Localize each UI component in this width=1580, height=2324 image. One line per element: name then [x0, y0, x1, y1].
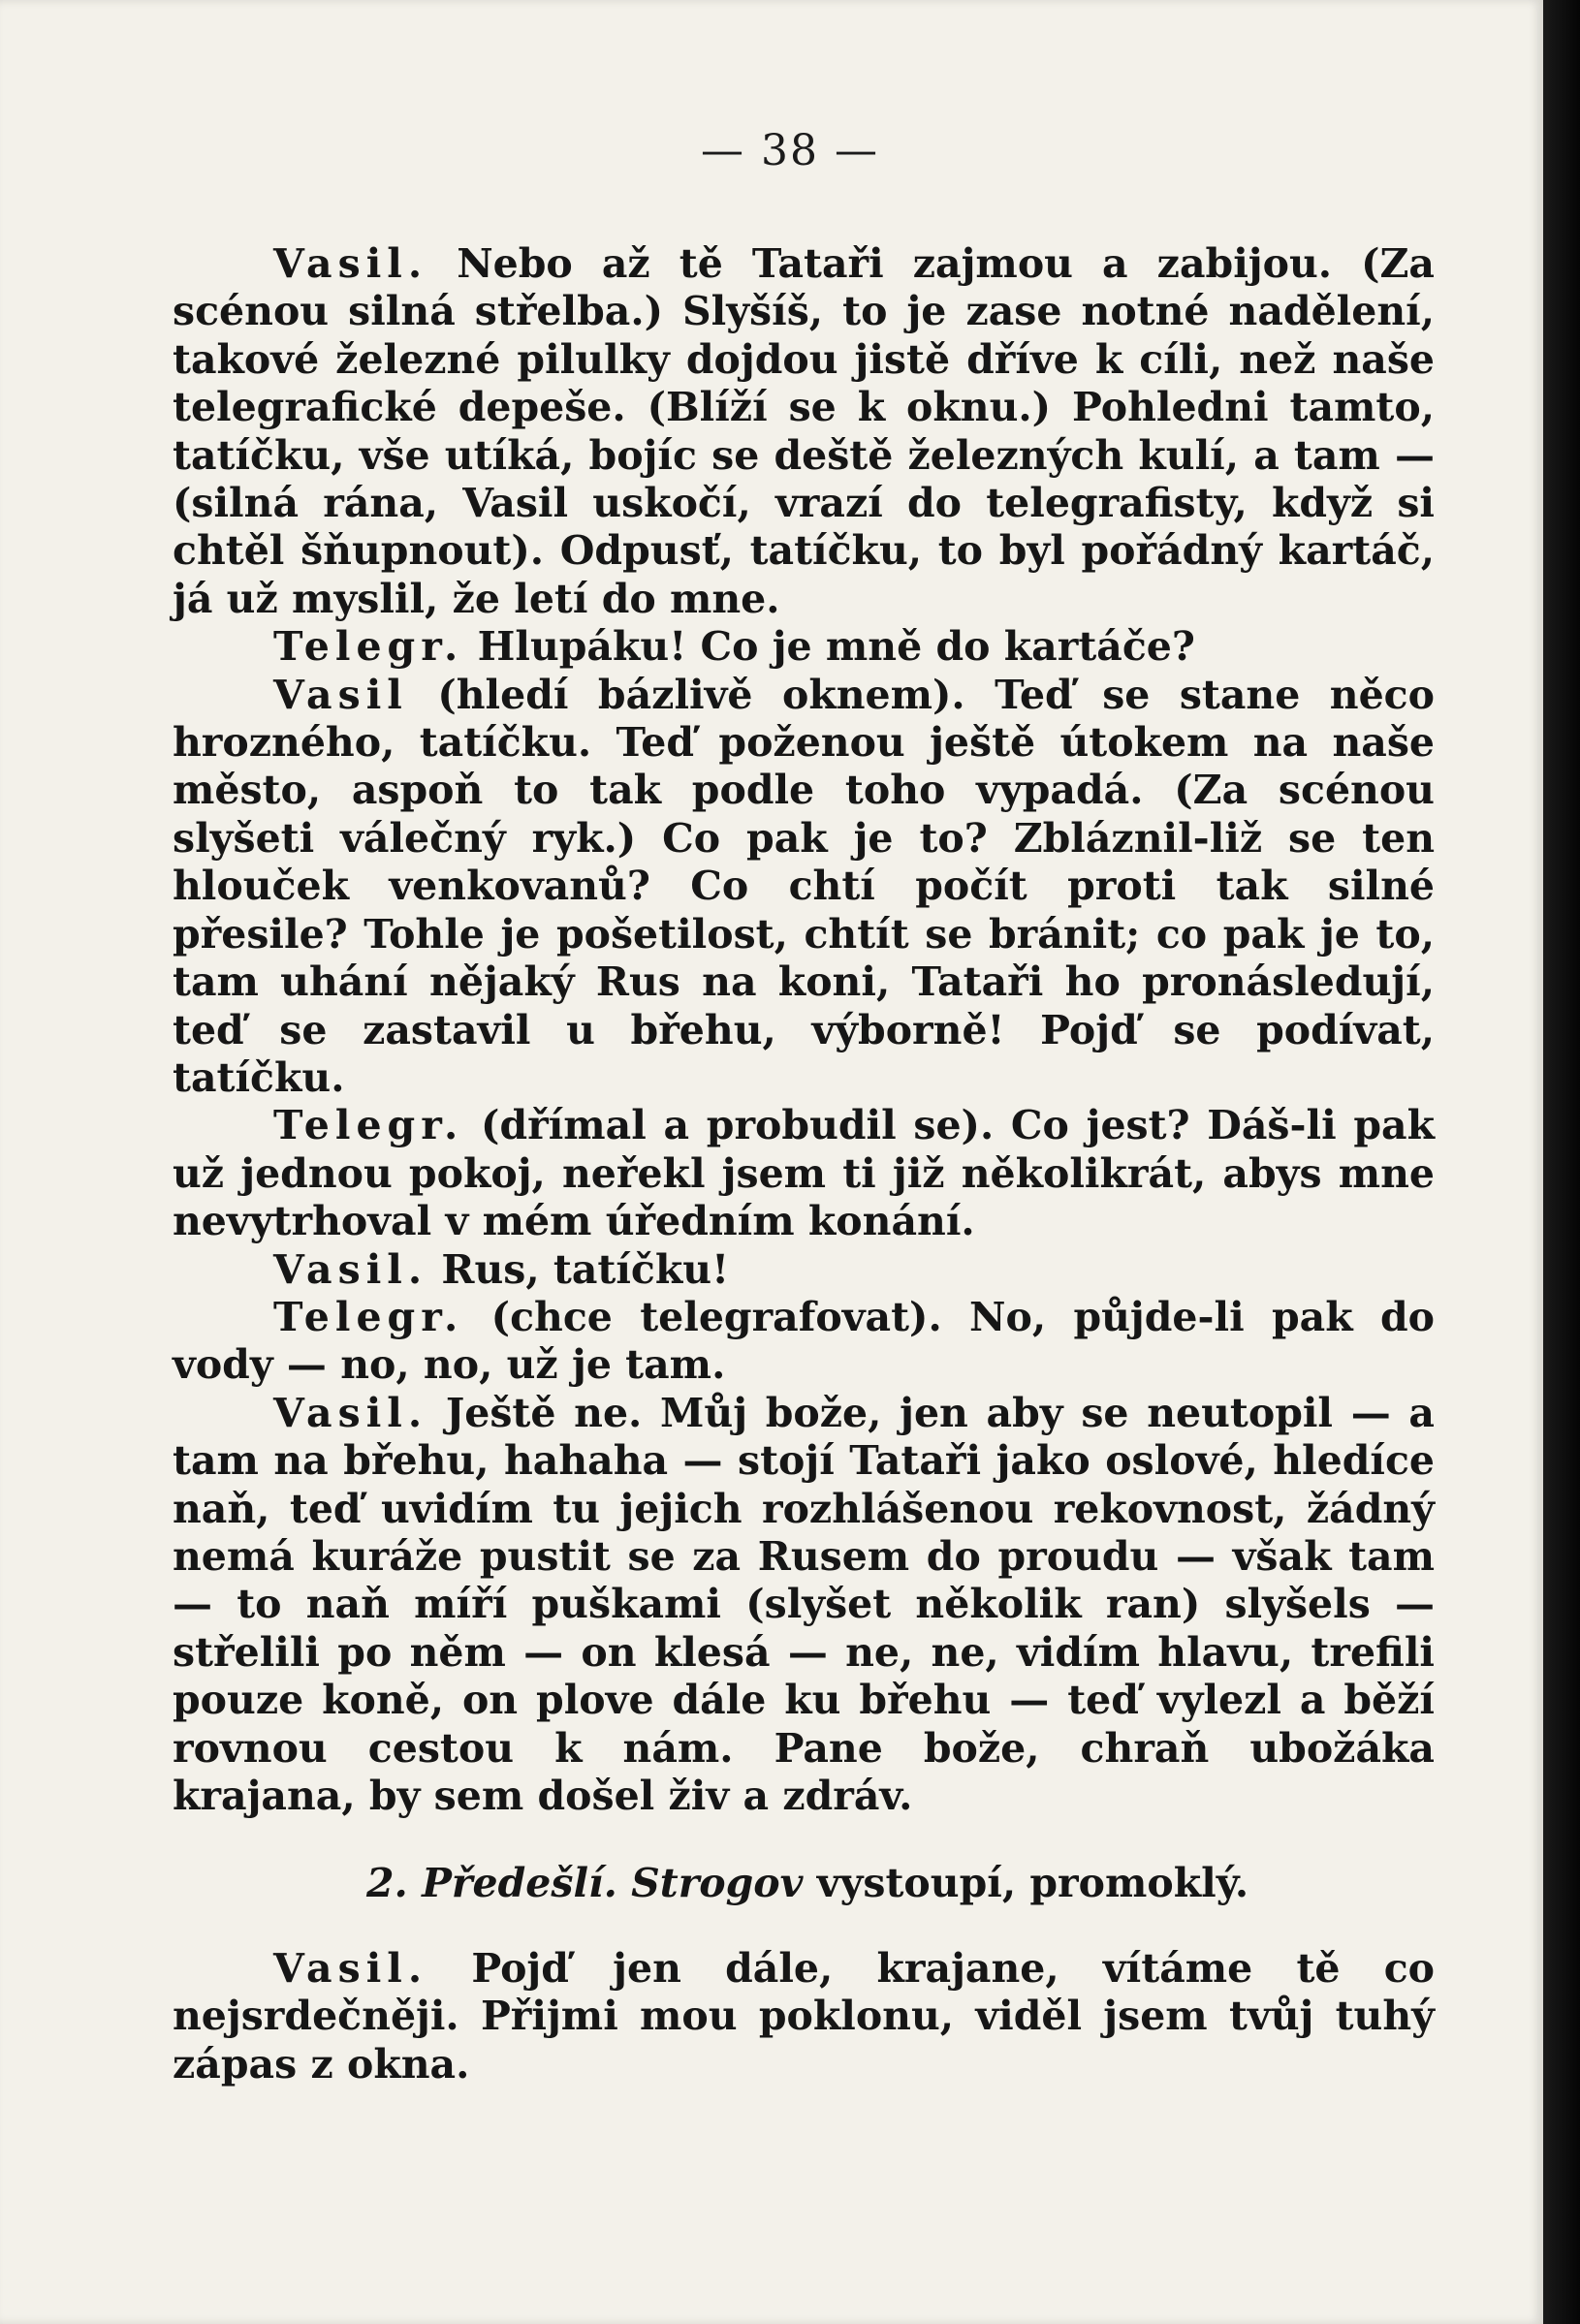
dialogue-paragraph: [173, 623, 1435, 671]
speaker-name: Vasil.: [273, 1944, 428, 1992]
dialogue-text: Hlupáku! Co je mně do kartáče?: [477, 623, 1195, 671]
dialogue-paragraph: [173, 1390, 1435, 1821]
speaker-name: Vasil.: [273, 240, 428, 287]
dialogue-paragraph: [173, 1294, 1435, 1390]
dialogue-text: Pojď jen dále, krajane, vítáme tě co nejsrdečněji. Přijmi mou poklonu, viděl jsem tvůj tuhý zápas z okna.: [173, 1944, 1436, 2088]
dialogue-text: Ještě ne. Můj bože, jen aby se neutopil — a tam na břehu, hahaha — stojí Tataři jako oslové, hledíce naň, teď uvidím tu jejich rozhlášenou rekovnost, žádný nemá kuráže pustit se za Rusem do proudu — však tam — to naň míří puškami (slyšet několik ran) slyšels — střelili po něm — on klesá — ne, ne, vidím hlavu, trefili pouze koně, on plove dále ku břehu — teď vylezl a běží rovnou cestou k nám. Pane bože, chraň ubožáka krajana, by sem došel živ a zdráv.: [173, 1389, 1435, 1819]
scene-characters: Předešlí. Strogov: [422, 1860, 804, 1907]
page-number: — 38 —: [701, 126, 879, 175]
page-text: [173, 240, 1435, 2088]
dialogue-paragraph: [173, 672, 1435, 1103]
speaker-name: Vasil.: [273, 1245, 428, 1293]
dialogue-text: (chce telegrafovat). No, půjde-li pak do vody — no, no, už je tam.: [173, 1293, 1435, 1389]
dialogue-text: (dřímal a probudil se). Co jest? Dáš-li pak už jednou pokoj, neřekl jsem ti již několikrát, abys mne nevytrhoval v mém úředním konání.: [173, 1102, 1435, 1245]
dialogue-text: Rus, tatíčku!: [441, 1245, 730, 1293]
dialogue-paragraph: [173, 240, 1435, 623]
speaker-name: Telegr.: [273, 623, 464, 671]
speaker-name: Telegr.: [273, 1293, 464, 1340]
dialogue-paragraph: [173, 1945, 1435, 2088]
dialogue-text: (hledí bázlivě oknem). Teď se stane něco hrozného, tatíčku. Teď poženou ještě útokem na naše město, aspoň to tak podle toho vypadá. (Za scénou slyšeti válečný ryk.) Co pak je to? Zbláznil-liž se ten hlouček venkovanů? Co chtí počít proti tak silné přesile? Tohle je pošetilost, chtít se bránit; co pak je to, tam uhání nějaký Rus na koni, Tataři ho pronásledují, teď se zastavil u břehu, výborně! Pojď se podívat, tatíčku.: [173, 671, 1435, 1101]
dialogue-paragraph: [173, 1246, 1435, 1294]
dialogue-text: Nebo až tě Tataři zajmou a zabijou. (Za scénou silná střelba.) Slyšíš, to je zase notné nadělení, takové železné pilulky dojdou jistě dříve k cíli, než naše telegrafické depeše. (Blíží se k oknu.) Pohledni tamto, tatíčku, vše utíká, bojíc se deště železných kulí, a tam — (silná rána, Vasil uskočí, vrazí do telegrafisty, když si chtěl šňupnout). Odpusť, tatíčku, to byl pořádný kartáč, já už myslil, že letí do mne.: [173, 240, 1435, 622]
scene-direction: vystoupí, promoklý.: [816, 1860, 1249, 1907]
speaker-name: Vasil: [273, 671, 408, 718]
scene-heading: [173, 1860, 1435, 1907]
page-edge-shadow: [1543, 0, 1580, 2324]
speaker-name: Vasil.: [273, 1389, 428, 1436]
dialogue-paragraph: [173, 1102, 1435, 1245]
scene-number: 2.: [366, 1860, 408, 1907]
speaker-name: Telegr.: [273, 1102, 464, 1149]
